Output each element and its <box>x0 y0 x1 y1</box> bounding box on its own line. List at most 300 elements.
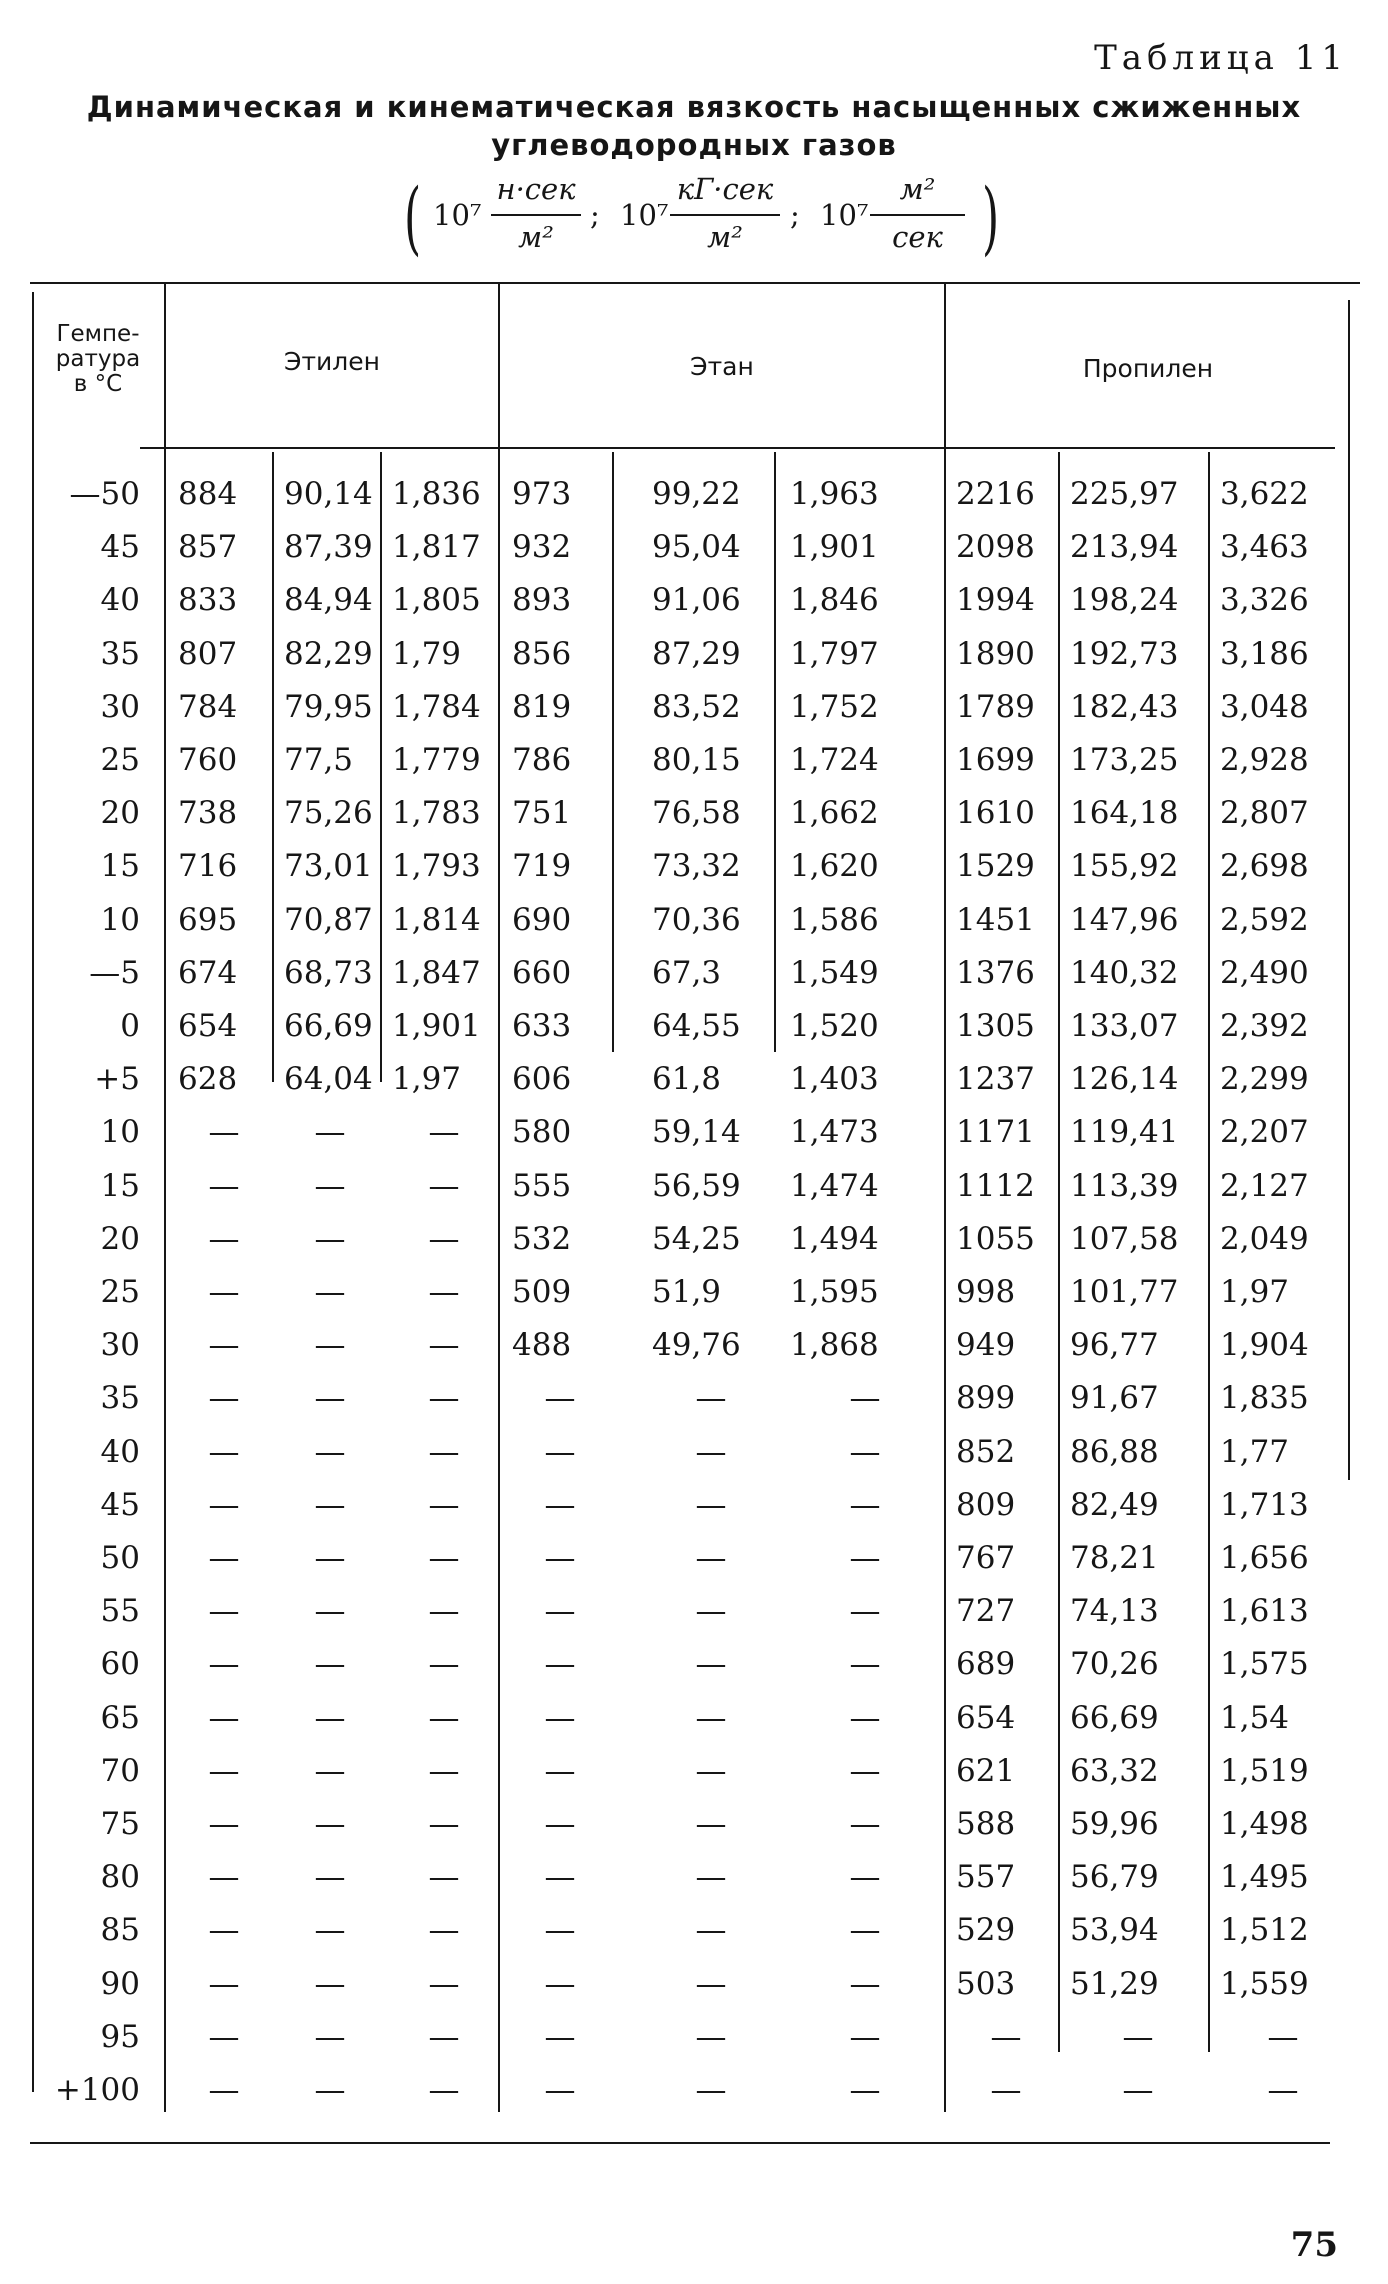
cell-ethylene-dyn-tech: — <box>314 1167 346 1204</box>
cell-ethane-dyn-si: 606 <box>512 1061 572 1098</box>
cell-propylene-kin: 1,495 <box>1220 1859 1309 1896</box>
cell-ethylene-dyn-tech: 77,5 <box>284 742 354 778</box>
cell-propylene-dyn-si: 1237 <box>956 1061 1035 1098</box>
cell-propylene-dyn-tech: 59,96 <box>1070 1806 1159 1842</box>
cell-propylene-dyn-tech: 225,97 <box>1070 476 1179 512</box>
cell-ethylene-dyn-tech: — <box>314 1220 346 1257</box>
cell-ethane-dyn-tech: 70,36 <box>652 901 741 938</box>
cell-ethylene-kin: 1,814 <box>392 901 481 938</box>
cell-propylene-dyn-si: 767 <box>956 1540 1016 1576</box>
paren-open: ( <box>404 171 422 264</box>
table-row <box>30 2011 1360 2064</box>
table-row <box>30 1851 1360 1904</box>
cell-propylene-dyn-si: 2098 <box>956 529 1035 566</box>
cell-propylene-kin: 1,512 <box>1220 1912 1309 1949</box>
cell-ethylene-dyn-tech: 87,39 <box>284 529 373 566</box>
table-row <box>30 1692 1360 1745</box>
cell-ethylene-kin: 1,805 <box>392 582 481 619</box>
cell-ethylene-kin: — <box>428 1646 460 1683</box>
cell-propylene-kin: 1,97 <box>1220 1274 1290 1310</box>
cell-temperature: 15 <box>100 1167 140 1204</box>
cell-propylene-dyn-tech: 53,94 <box>1070 1912 1159 1949</box>
cell-ethane-dyn-si: 819 <box>512 688 572 725</box>
cell-propylene-kin: 2,592 <box>1220 901 1309 938</box>
table-row <box>30 1745 1360 1798</box>
cell-ethylene-kin: 1,79 <box>392 635 462 672</box>
table-row <box>30 947 1360 1000</box>
cell-temperature: 30 <box>100 1327 140 1364</box>
cell-ethane-dyn-si: 751 <box>512 795 572 832</box>
cell-ethylene-dyn-tech: — <box>314 1646 346 1683</box>
cell-ethylene-dyn-tech: — <box>314 1274 346 1310</box>
cell-propylene-dyn-si: 1789 <box>956 688 1035 725</box>
cell-ethane-dyn-si: 690 <box>512 901 572 938</box>
cell-ethylene-dyn-tech: 64,04 <box>284 1061 373 1098</box>
cell-ethane-kin: 1,520 <box>790 1008 879 1044</box>
cell-propylene-dyn-si: 1890 <box>956 635 1035 672</box>
unit-numerator: н·сек <box>491 172 581 216</box>
cell-propylene-dyn-tech: 173,25 <box>1070 742 1179 778</box>
cell-ethane-dyn-tech: — <box>695 2018 727 2055</box>
cell-ethane-dyn-tech: — <box>695 1859 727 1896</box>
cell-ethylene-dyn-tech: — <box>314 1859 346 1896</box>
cell-ethylene-dyn-tech: 84,94 <box>284 582 373 619</box>
cell-ethane-dyn-tech: — <box>695 1806 727 1842</box>
cell-ethylene-dyn-si: — <box>208 1433 240 1470</box>
cell-ethylene-kin: — <box>428 1540 460 1576</box>
cell-ethane-kin: 1,549 <box>790 954 879 991</box>
table-row <box>30 1106 1360 1159</box>
cell-temperature: 65 <box>100 1699 140 1736</box>
cell-propylene-kin: 2,049 <box>1220 1220 1309 1257</box>
cell-propylene-kin: 1,575 <box>1220 1646 1309 1683</box>
table-row <box>30 574 1360 627</box>
cell-propylene-dyn-tech: 107,58 <box>1070 1220 1179 1257</box>
cell-ethane-dyn-si: — <box>544 1806 576 1842</box>
cell-temperature: 35 <box>100 1380 140 1417</box>
cell-propylene-dyn-si: 1994 <box>956 582 1035 619</box>
cell-propylene-dyn-si: 503 <box>956 1965 1016 2002</box>
cell-ethane-dyn-tech: 91,06 <box>652 582 741 619</box>
cell-ethylene-dyn-si: — <box>208 1114 240 1151</box>
cell-temperature: 20 <box>100 1220 140 1257</box>
cell-propylene-kin: 1,713 <box>1220 1486 1309 1523</box>
cell-ethylene-dyn-si: — <box>208 1167 240 1204</box>
cell-propylene-dyn-tech: 126,14 <box>1070 1061 1179 1098</box>
cell-propylene-kin: 2,698 <box>1220 848 1309 885</box>
table-title-line2: углеводородных газов <box>491 128 897 162</box>
cell-ethane-kin: — <box>849 1699 881 1736</box>
cell-ethylene-kin: — <box>428 2018 460 2055</box>
cell-temperature: 25 <box>100 742 140 778</box>
cell-ethane-kin: 1,494 <box>790 1220 879 1257</box>
cell-ethylene-dyn-tech: 79,95 <box>284 688 373 725</box>
cell-propylene-dyn-si: 809 <box>956 1486 1016 1523</box>
cell-ethylene-kin: — <box>428 1114 460 1151</box>
unit-numerator: кГ·сек <box>670 172 780 216</box>
cell-propylene-kin: 1,54 <box>1220 1699 1290 1736</box>
cell-ethylene-kin: 1,836 <box>392 476 481 512</box>
cell-ethylene-dyn-tech: — <box>314 1912 346 1949</box>
cell-ethane-kin: 1,752 <box>790 688 879 725</box>
unit-fraction <box>870 172 965 254</box>
cell-ethane-kin: 1,846 <box>790 582 879 619</box>
table-row <box>30 1638 1360 1691</box>
cell-propylene-dyn-si: 727 <box>956 1593 1016 1630</box>
cell-ethane-dyn-tech: 80,15 <box>652 742 741 778</box>
cell-ethane-dyn-tech: 83,52 <box>652 688 741 725</box>
table-row <box>30 1798 1360 1851</box>
cell-temperature: 25 <box>100 1274 140 1310</box>
cell-propylene-kin: 1,519 <box>1220 1752 1309 1789</box>
cell-ethane-dyn-si: — <box>544 1380 576 1417</box>
cell-ethane-dyn-tech: 51,9 <box>652 1274 722 1310</box>
cell-temperature: 35 <box>100 635 140 672</box>
cell-propylene-dyn-si: 852 <box>956 1433 1016 1470</box>
cell-ethylene-kin: 1,901 <box>392 1008 481 1044</box>
cell-ethane-dyn-tech: — <box>695 1699 727 1736</box>
cell-ethylene-kin: — <box>428 1593 460 1630</box>
cell-temperature: 40 <box>100 582 140 619</box>
paren-close: ) <box>982 171 1000 264</box>
cell-propylene-kin: 2,299 <box>1220 1061 1309 1098</box>
table-row <box>30 1532 1360 1585</box>
cell-ethane-kin: 1,474 <box>790 1167 879 1204</box>
cell-ethylene-dyn-tech: — <box>314 1593 346 1630</box>
cell-propylene-kin: 2,807 <box>1220 795 1309 832</box>
cell-ethylene-kin: — <box>428 2072 460 2108</box>
cell-ethylene-dyn-si: — <box>208 2018 240 2055</box>
cell-ethane-dyn-si: — <box>544 1912 576 1949</box>
cell-propylene-dyn-si: 529 <box>956 1912 1016 1949</box>
cell-ethylene-dyn-si: — <box>208 1859 240 1896</box>
cell-ethylene-dyn-si: 760 <box>178 742 238 778</box>
cell-ethylene-dyn-si: 857 <box>178 529 238 566</box>
cell-propylene-kin: 1,77 <box>1220 1433 1290 1470</box>
cell-ethylene-dyn-si: — <box>208 1965 240 2002</box>
cell-propylene-dyn-si: 689 <box>956 1646 1016 1683</box>
cell-temperature: 15 <box>100 848 140 885</box>
unit-base: 10⁷ <box>620 198 669 232</box>
cell-propylene-dyn-tech: 198,24 <box>1070 582 1179 619</box>
unit-denominator: м² <box>518 220 554 254</box>
cell-ethane-dyn-tech: — <box>695 2072 727 2108</box>
cell-propylene-dyn-tech: 119,41 <box>1070 1114 1179 1151</box>
cell-ethane-kin: 1,901 <box>790 529 879 566</box>
cell-ethylene-kin: 1,793 <box>392 848 481 885</box>
cell-ethylene-dyn-tech: 66,69 <box>284 1008 373 1044</box>
cell-ethylene-kin: 1,847 <box>392 954 481 991</box>
cell-ethane-dyn-si: — <box>544 1752 576 1789</box>
cell-ethane-kin: — <box>849 1752 881 1789</box>
cell-temperature: 10 <box>100 901 140 938</box>
cell-ethane-kin: — <box>849 1593 881 1630</box>
cell-propylene-kin: 1,498 <box>1220 1806 1309 1842</box>
cell-temperature: +100 <box>54 2072 140 2108</box>
cell-propylene-dyn-tech: 155,92 <box>1070 848 1179 885</box>
cell-ethylene-dyn-si: — <box>208 1806 240 1842</box>
table-row <box>30 1904 1360 1957</box>
cell-temperature: 70 <box>100 1752 140 1789</box>
cell-ethylene-dyn-si: — <box>208 1752 240 1789</box>
cell-ethylene-kin: — <box>428 1752 460 1789</box>
cell-temperature: —5 <box>89 954 140 991</box>
unit-denominator: сек <box>892 220 943 254</box>
cell-propylene-kin: 1,559 <box>1220 1965 1309 2002</box>
cell-ethylene-dyn-tech: 82,29 <box>284 635 373 672</box>
cell-ethylene-dyn-tech: — <box>314 1699 346 1736</box>
cell-propylene-dyn-si: 1112 <box>956 1167 1035 1204</box>
cell-ethane-kin: — <box>849 2018 881 2055</box>
cell-ethylene-dyn-tech: 90,14 <box>284 476 373 512</box>
header-ethylene: Этилен <box>284 347 380 376</box>
cell-ethane-kin: 1,724 <box>790 742 879 778</box>
cell-propylene-dyn-si: 557 <box>956 1859 1016 1896</box>
cell-ethylene-dyn-tech: 70,87 <box>284 901 373 938</box>
cell-propylene-dyn-si: — <box>990 2072 1022 2108</box>
cell-ethane-kin: — <box>849 1806 881 1842</box>
cell-ethylene-kin: 1,783 <box>392 795 481 832</box>
cell-ethylene-kin: — <box>428 1965 460 2002</box>
cell-propylene-dyn-tech: 70,26 <box>1070 1646 1159 1683</box>
cell-ethane-dyn-tech: — <box>695 1433 727 1470</box>
cell-ethylene-kin: — <box>428 1433 460 1470</box>
table-row <box>30 1958 1360 2011</box>
cell-ethane-dyn-tech: 59,14 <box>652 1114 741 1151</box>
cell-ethylene-dyn-tech: — <box>314 1965 346 2002</box>
cell-ethane-dyn-si: — <box>544 1965 576 2002</box>
cell-ethylene-dyn-si: 695 <box>178 901 238 938</box>
cell-propylene-dyn-si: 2216 <box>956 476 1035 512</box>
cell-ethylene-kin: — <box>428 1806 460 1842</box>
cell-ethylene-kin: 1,784 <box>392 688 481 725</box>
cell-ethane-dyn-si: 555 <box>512 1167 572 1204</box>
cell-propylene-dyn-tech: 56,79 <box>1070 1859 1159 1896</box>
cell-ethylene-dyn-si: 628 <box>178 1061 238 1098</box>
units-row <box>405 168 1005 268</box>
cell-ethane-dyn-si: 580 <box>512 1114 572 1151</box>
table-row <box>30 894 1360 947</box>
cell-ethylene-dyn-tech: — <box>314 1806 346 1842</box>
cell-ethane-kin: 1,586 <box>790 901 879 938</box>
cell-temperature: 45 <box>100 529 140 566</box>
cell-ethane-dyn-si: 973 <box>512 476 572 512</box>
cell-ethylene-dyn-si: — <box>208 2072 240 2108</box>
cell-ethane-dyn-si: — <box>544 2072 576 2108</box>
cell-ethane-kin: 1,595 <box>790 1274 879 1310</box>
table-row <box>30 1585 1360 1638</box>
cell-ethylene-dyn-si: — <box>208 1646 240 1683</box>
cell-temperature: 80 <box>100 1859 140 1896</box>
cell-ethylene-dyn-si: 654 <box>178 1008 238 1044</box>
cell-temperature: 45 <box>100 1486 140 1523</box>
cell-ethane-dyn-si: — <box>544 2018 576 2055</box>
cell-ethylene-dyn-si: — <box>208 1327 240 1364</box>
rule-top <box>30 282 1360 284</box>
cell-ethane-dyn-si: 509 <box>512 1274 572 1310</box>
cell-propylene-dyn-tech: 182,43 <box>1070 688 1179 725</box>
table-row <box>30 1213 1360 1266</box>
cell-ethane-dyn-si: — <box>544 1646 576 1683</box>
cell-propylene-dyn-si: — <box>990 2018 1022 2055</box>
table-row <box>30 1000 1360 1053</box>
cell-ethane-dyn-si: — <box>544 1433 576 1470</box>
cell-ethylene-dyn-tech: — <box>314 1433 346 1470</box>
cell-propylene-dyn-tech: 133,07 <box>1070 1008 1179 1044</box>
table-row <box>30 1319 1360 1372</box>
cell-ethane-kin: — <box>849 1380 881 1417</box>
cell-ethane-dyn-tech: — <box>695 1752 727 1789</box>
cell-ethane-kin: 1,620 <box>790 848 879 885</box>
cell-temperature: 55 <box>100 1593 140 1630</box>
cell-ethane-dyn-tech: — <box>695 1646 727 1683</box>
cell-ethylene-kin: — <box>428 1859 460 1896</box>
cell-ethylene-dyn-si: 807 <box>178 635 238 672</box>
cell-ethane-dyn-tech: 49,76 <box>652 1327 741 1364</box>
table-title-line1: Динамическая и кинематическая вязкость насыщенных сжиженных <box>86 90 1302 124</box>
cell-ethane-dyn-tech: 67,3 <box>652 954 722 991</box>
cell-ethylene-dyn-si: — <box>208 1593 240 1630</box>
cell-ethylene-dyn-si: — <box>208 1540 240 1576</box>
cell-ethane-kin: 1,473 <box>790 1114 879 1151</box>
cell-propylene-kin: 3,186 <box>1220 635 1309 672</box>
cell-ethylene-dyn-si: 716 <box>178 848 238 885</box>
cell-ethane-kin: — <box>849 1912 881 1949</box>
cell-ethylene-kin: 1,97 <box>392 1061 462 1098</box>
unit-separator: ; <box>590 198 600 232</box>
cell-temperature: +5 <box>94 1061 140 1098</box>
cell-propylene-dyn-tech: 113,39 <box>1070 1167 1179 1204</box>
cell-ethane-dyn-tech: — <box>695 1486 727 1523</box>
cell-propylene-dyn-tech: 140,32 <box>1070 954 1179 991</box>
cell-ethylene-dyn-tech: — <box>314 1327 346 1364</box>
header-ethane: Этан <box>690 352 754 381</box>
table-row <box>30 521 1360 574</box>
cell-ethylene-kin: — <box>428 1220 460 1257</box>
cell-ethane-kin: 1,797 <box>790 635 879 672</box>
cell-ethylene-dyn-si: 833 <box>178 582 238 619</box>
cell-propylene-dyn-si: 1610 <box>956 795 1035 832</box>
cell-ethylene-dyn-si: — <box>208 1912 240 1949</box>
cell-ethylene-dyn-tech: — <box>314 1752 346 1789</box>
cell-ethane-kin: — <box>849 1646 881 1683</box>
cell-propylene-kin: 3,622 <box>1220 476 1309 512</box>
cell-propylene-dyn-tech: 63,32 <box>1070 1752 1159 1789</box>
cell-propylene-dyn-si: 1699 <box>956 742 1035 778</box>
cell-propylene-dyn-si: 654 <box>956 1699 1016 1736</box>
table-row <box>30 840 1360 893</box>
table-row <box>30 2064 1360 2117</box>
cell-ethane-dyn-si: 856 <box>512 635 572 672</box>
cell-ethane-dyn-si: — <box>544 1699 576 1736</box>
cell-ethane-dyn-tech: 54,25 <box>652 1220 741 1257</box>
cell-ethane-dyn-si: 719 <box>512 848 572 885</box>
cell-ethylene-kin: — <box>428 1167 460 1204</box>
cell-ethane-dyn-tech: — <box>695 1380 727 1417</box>
table-row <box>30 787 1360 840</box>
cell-ethane-kin: — <box>849 1540 881 1576</box>
cell-propylene-dyn-tech: 86,88 <box>1070 1433 1159 1470</box>
table-row <box>30 628 1360 681</box>
cell-ethylene-dyn-tech: — <box>314 2018 346 2055</box>
cell-temperature: 30 <box>100 688 140 725</box>
cell-ethane-dyn-si: 660 <box>512 954 572 991</box>
cell-ethane-dyn-tech: — <box>695 1593 727 1630</box>
cell-ethylene-kin: 1,817 <box>392 529 481 566</box>
cell-ethane-dyn-si: — <box>544 1540 576 1576</box>
cell-ethane-dyn-tech: 99,22 <box>652 476 741 512</box>
table-row <box>30 1479 1360 1532</box>
cell-propylene-dyn-tech: 51,29 <box>1070 1965 1159 2002</box>
cell-ethylene-kin: — <box>428 1486 460 1523</box>
cell-ethane-dyn-tech: 73,32 <box>652 848 741 885</box>
cell-propylene-dyn-si: 1376 <box>956 954 1035 991</box>
cell-ethylene-dyn-tech: 73,01 <box>284 848 373 885</box>
table-row <box>30 734 1360 787</box>
table-row <box>30 1266 1360 1319</box>
cell-temperature: 60 <box>100 1646 140 1683</box>
cell-temperature: 0 <box>120 1008 140 1044</box>
unit-fraction <box>491 172 581 254</box>
cell-propylene-dyn-si: 899 <box>956 1380 1016 1417</box>
cell-ethylene-dyn-tech: 75,26 <box>284 795 373 832</box>
cell-ethylene-kin: — <box>428 1274 460 1310</box>
cell-ethylene-dyn-si: — <box>208 1274 240 1310</box>
cell-ethylene-kin: — <box>428 1327 460 1364</box>
cell-propylene-kin: 2,928 <box>1220 742 1309 778</box>
table-row <box>30 468 1360 521</box>
cell-temperature: 95 <box>100 2018 140 2055</box>
cell-ethylene-dyn-si: 884 <box>178 476 238 512</box>
cell-temperature: 10 <box>100 1114 140 1151</box>
cell-propylene-dyn-si: 1529 <box>956 848 1035 885</box>
cell-propylene-dyn-tech: 147,96 <box>1070 901 1179 938</box>
cell-ethylene-dyn-si: — <box>208 1699 240 1736</box>
unit-denominator: м² <box>707 220 743 254</box>
cell-propylene-dyn-si: 998 <box>956 1274 1016 1310</box>
cell-propylene-dyn-tech: 192,73 <box>1070 635 1179 672</box>
cell-ethane-kin: — <box>849 1433 881 1470</box>
cell-ethylene-dyn-tech: — <box>314 1486 346 1523</box>
cell-ethane-kin: 1,868 <box>790 1327 879 1364</box>
cell-ethane-dyn-tech: — <box>695 1912 727 1949</box>
cell-ethane-dyn-si: 633 <box>512 1008 572 1044</box>
cell-propylene-dyn-tech: 96,77 <box>1070 1327 1159 1364</box>
cell-temperature: 75 <box>100 1806 140 1842</box>
cell-ethylene-dyn-si: — <box>208 1220 240 1257</box>
cell-ethane-dyn-tech: — <box>695 1540 727 1576</box>
cell-ethane-kin: — <box>849 2072 881 2108</box>
cell-ethane-dyn-si: 932 <box>512 529 572 566</box>
cell-ethane-dyn-tech: 76,58 <box>652 795 741 832</box>
unit-fraction <box>670 172 780 254</box>
cell-ethylene-kin: — <box>428 1380 460 1417</box>
header-temperature: Гемпе- ратура в °С <box>55 321 141 397</box>
table-row <box>30 1053 1360 1106</box>
cell-propylene-kin: — <box>1267 2072 1299 2108</box>
cell-ethane-dyn-si: 532 <box>512 1220 572 1257</box>
cell-temperature: 20 <box>100 795 140 832</box>
cell-ethylene-kin: — <box>428 1912 460 1949</box>
cell-propylene-dyn-tech: 213,94 <box>1070 529 1179 566</box>
cell-propylene-dyn-tech: 78,21 <box>1070 1540 1159 1576</box>
cell-ethane-kin: — <box>849 1965 881 2002</box>
cell-propylene-dyn-tech: 101,77 <box>1070 1274 1179 1310</box>
cell-ethylene-dyn-tech: — <box>314 1380 346 1417</box>
cell-temperature: 90 <box>100 1965 140 2002</box>
cell-temperature: —50 <box>69 476 140 512</box>
unit-base: 10⁷ <box>820 198 869 232</box>
